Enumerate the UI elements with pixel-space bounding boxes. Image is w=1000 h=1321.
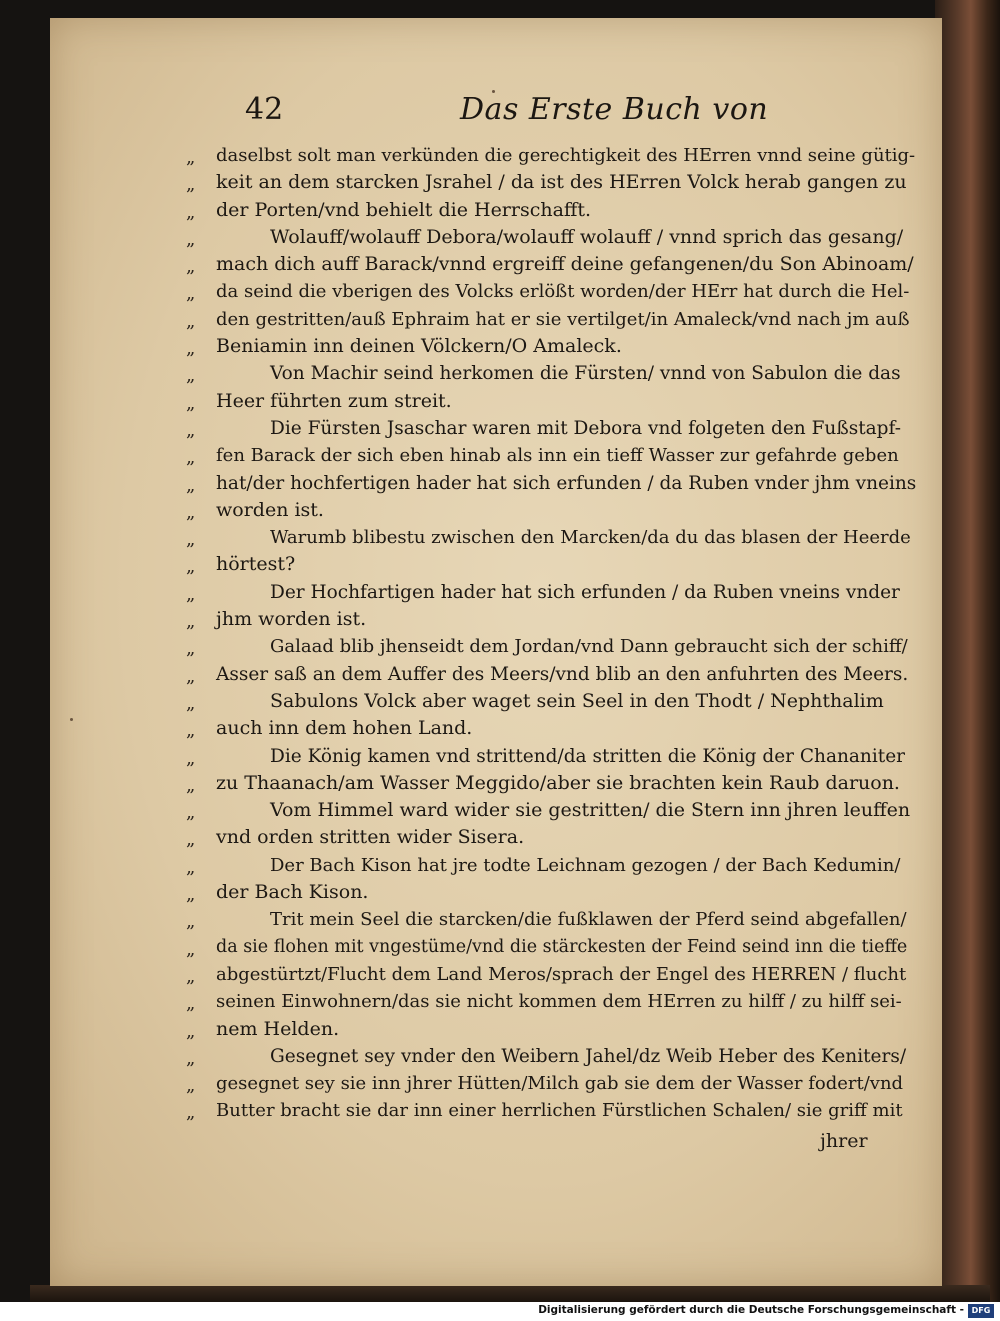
page-header (245, 92, 885, 130)
line-text: da seind die vberigen des Volcks erlößt worden/der HErr hat durch die Hel- (216, 281, 910, 303)
quotation-mark: „ (186, 884, 196, 906)
line-text: Der Hochfartigen hader hat sich erfunden / da Ruben vneins vnder (270, 581, 900, 603)
text-line (186, 415, 916, 442)
text-line (186, 661, 916, 688)
quotation-mark: „ (186, 1020, 196, 1042)
line-text: daselbst solt man verkünden die gerechtigkeit des HErren vnnd seine gütig- (216, 145, 916, 166)
line-text: fen Barack der sich eben hinab als inn ein tieff Wasser zur gefahrde geben (216, 445, 899, 467)
line-text: zu Thaanach/am Wasser Meggido/aber sie brachten kein Raub daruon. (216, 771, 900, 794)
quotation-mark: „ (186, 1102, 196, 1124)
quotation-mark: „ (186, 338, 196, 360)
text-line (186, 1043, 916, 1070)
line-text: nem Helden. (216, 1017, 340, 1040)
text-line (186, 770, 916, 797)
line-text: Der Bach Kison hat jre todte Leichnam gezogen / der Bach Kedumin/ (270, 854, 901, 876)
line-text: Heer führten zum streit. (216, 389, 452, 412)
quotation-mark: „ (186, 774, 196, 796)
line-text: mach dich auff Barack/vnnd ergreiff deine gefangenen/du Son Abinoam/ (216, 253, 914, 276)
quotation-mark: „ (186, 638, 196, 660)
quotation-mark: „ (186, 392, 196, 414)
quotation-mark: „ (186, 583, 196, 605)
quotation-mark: „ (186, 611, 196, 633)
text-line (186, 306, 916, 333)
text-line (186, 497, 916, 524)
quotation-mark: „ (186, 692, 196, 714)
quotation-mark: „ (186, 856, 196, 878)
line-text: Warumb blibestu zwischen den Marcken/da du das blasen der Heerde (270, 527, 911, 549)
quotation-mark: „ (186, 147, 196, 168)
line-text: Wolauff/wolauff Debora/wolauff wolauff / vnnd sprich das gesang/ (270, 225, 904, 248)
quotation-mark: „ (186, 802, 196, 824)
text-line (186, 961, 916, 988)
quotation-mark: „ (186, 419, 196, 441)
book-edge-bottom (30, 1285, 990, 1302)
line-text: Von Machir seind herkomen die Fürsten/ vnnd von Sabulon die das (270, 363, 901, 385)
text-line (186, 797, 916, 824)
line-text: Die König kamen vnd strittend/da stritten die König der Chananiter (270, 745, 905, 767)
line-text: Vom Himmel ward wider sie gestritten/ die Stern inn jhren leuffen (270, 799, 911, 822)
line-text: abgestürtzt/Flucht dem Land Meros/sprach der Engel des HERREN / flucht (216, 963, 907, 985)
line-text: Galaad blib jhenseidt dem Jordan/vnd Dann gebraucht sich der schiff/ (270, 636, 908, 658)
text-line (186, 688, 916, 715)
line-text: Sabulons Volck aber waget sein Seel in den Thodt / Nephthalim (270, 689, 884, 712)
text-line (186, 388, 916, 415)
quotation-mark: „ (186, 201, 196, 223)
book-edge (935, 0, 1000, 1302)
line-text: den gestritten/auß Ephraim hat er sie vertilget/in Amaleck/vnd nach jm auß (216, 308, 910, 330)
quotation-mark: „ (186, 965, 196, 987)
line-text: vnd orden stritten wider Sisera. (216, 826, 525, 849)
text-line (186, 197, 916, 224)
quotation-mark: „ (186, 911, 196, 933)
quotation-mark: „ (186, 665, 196, 687)
text-line (186, 1097, 916, 1124)
text-line (186, 524, 916, 551)
line-text: Beniamin inn deinen Völckern/O Amaleck. (216, 335, 622, 358)
text-line (186, 852, 916, 879)
line-text: gesegnet sey sie inn jhrer Hütten/Milch gab sie dem der Wasser fodert/vnd (216, 1073, 904, 1095)
text-line (186, 743, 916, 770)
quotation-mark: „ (186, 228, 196, 250)
text-line (186, 1016, 916, 1043)
line-text: hörtest? (216, 553, 296, 576)
text-line (186, 278, 916, 305)
line-text: hat/der hochfertigen hader hat sich erfunden / da Ruben vnder jhm vneins (216, 472, 917, 494)
line-text: Butter bracht sie dar inn einer herrlichen Fürstlichen Schalen/ sie griff mit (216, 1100, 903, 1122)
line-text: Asser saß an dem Auffer des Meers/vnd blib an den anfuhrten des Meers. (216, 663, 909, 685)
text-line (186, 470, 916, 497)
line-text: da sie flohen mit vngestüme/vnd die stärckesten der Feind seind inn die tieffe (216, 936, 908, 957)
quotation-mark: „ (186, 720, 196, 742)
quotation-mark: „ (186, 365, 196, 387)
text-line (186, 442, 916, 469)
footer-bar (0, 1302, 1000, 1321)
text-line (186, 579, 916, 606)
quotation-mark: „ (186, 256, 196, 278)
quotation-mark: „ (186, 529, 196, 551)
text-line (186, 169, 916, 196)
text-line (186, 934, 916, 961)
text-line (186, 824, 916, 851)
body-text (186, 142, 916, 1125)
catchword: jhrer (820, 1130, 868, 1152)
footer-credit: Digitalisierung gefördert durch die Deutsche Forschungsgemeinschaft - (538, 1304, 964, 1316)
line-text: worden ist. (216, 498, 324, 521)
text-line (186, 360, 916, 387)
quotation-mark: „ (186, 993, 196, 1015)
text-line (186, 142, 916, 169)
line-text: auch inn dem hohen Land. (216, 717, 473, 740)
quotation-mark: „ (186, 747, 196, 769)
quotation-mark: „ (186, 283, 196, 305)
text-line (186, 251, 916, 278)
line-text: Die Fürsten Jsaschar waren mit Debora vnd folgeten den Fußstapf- (270, 417, 901, 439)
text-line (186, 551, 916, 578)
text-line (186, 988, 916, 1015)
text-line (186, 224, 916, 251)
line-text: jhm worden ist. (216, 608, 367, 631)
text-line (186, 906, 916, 933)
text-line (186, 1070, 916, 1097)
text-line (186, 333, 916, 360)
line-text: Gesegnet sey vnder den Weibern Jahel/dz Weib Heber des Keniters/ (270, 1045, 907, 1067)
quotation-mark: „ (186, 447, 196, 469)
quotation-mark: „ (186, 310, 196, 332)
paper-speck (70, 718, 73, 721)
quotation-mark: „ (186, 501, 196, 523)
line-text: seinen Einwohnern/das sie nicht kommen dem HErren zu hilff / zu hilff sei- (216, 991, 902, 1013)
text-line (186, 606, 916, 633)
line-text: der Bach Kison. (216, 881, 369, 904)
line-text: der Porten/vnd behielt die Herrschafft. (216, 198, 592, 221)
page-number: 42 (245, 92, 284, 127)
quotation-mark: „ (186, 556, 196, 578)
text-line (186, 715, 916, 742)
text-line (186, 633, 916, 660)
quotation-mark: „ (186, 1047, 196, 1069)
line-text: keit an dem starcken Jsrahel / da ist des HErren Volck herab gangen zu (216, 171, 907, 194)
line-text: Trit mein Seel die starcken/die fußklawen der Pferd seind abgefallen/ (270, 909, 907, 931)
quotation-mark: „ (186, 938, 196, 960)
text-line (186, 879, 916, 906)
quotation-mark: „ (186, 829, 196, 851)
quotation-mark: „ (186, 474, 196, 496)
quotation-mark: „ (186, 1075, 196, 1097)
dfg-logo: DFG (968, 1304, 994, 1318)
quotation-mark: „ (186, 174, 196, 196)
running-title: Das Erste Buch von (460, 92, 769, 127)
